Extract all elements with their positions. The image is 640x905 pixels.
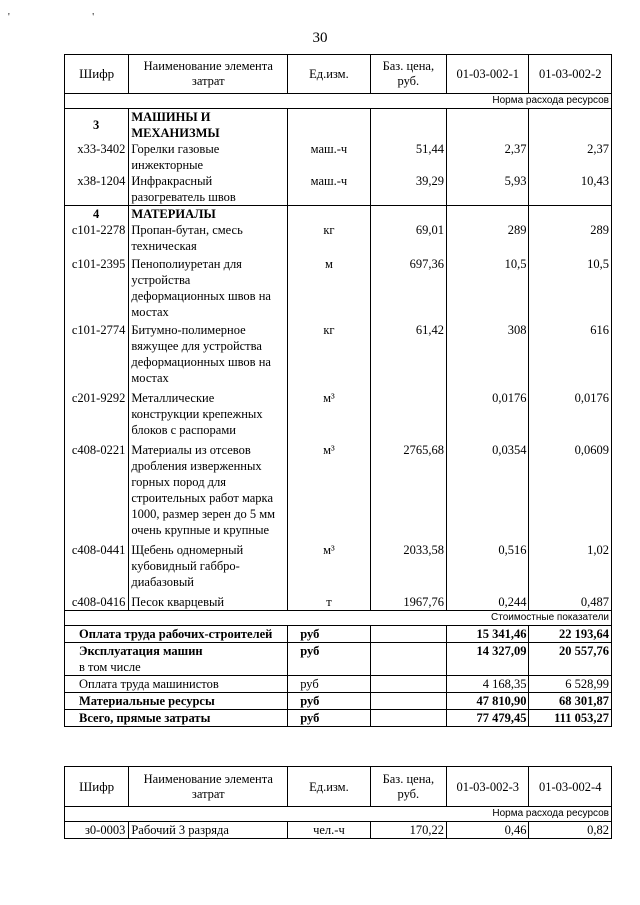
header-col2: 01-03-002-4 (529, 767, 612, 807)
table-row: х33-3402 Горелки газовые инжекторные маш.-ч 51,44 2,37 2,37 (65, 141, 612, 173)
totals-row: в том числе (65, 659, 612, 676)
table-row: с408-0441 Щебень одномерный кубовидный габбро-диабазовый м³ 2033,58 0,516 1,02 (65, 542, 612, 594)
header-col2: 01-03-002-2 (529, 55, 612, 94)
section-code: 4 (65, 206, 129, 223)
norm-label: Норма расхода ресурсов (65, 94, 612, 109)
table-row: с408-0221 Материалы из отсевов дробления изверженных горных пород для строительных работ марка 1000, размер зерен до 5 мм очень крупные и крупные м³ 2765,68 0,0354 0,0609 (65, 442, 612, 542)
table-row: с201-9292 Металлические конструкции крепежных блоков с распорами м³ 0,0176 0,0176 (65, 390, 612, 442)
table-row: с408-0416 Песок кварцевый т 1967,76 0,244 0,487 (65, 594, 612, 611)
header-col1: 01-03-002-3 (447, 767, 529, 807)
header-col1: 01-03-002-1 (447, 55, 529, 94)
header-name: Наименование элемента затрат (129, 55, 288, 94)
header-code: Шифр (65, 55, 129, 94)
cost-label: Стоимостные показатели (65, 611, 612, 626)
header-price: Баз. цена, руб. (370, 767, 446, 807)
page-number: 30 (312, 30, 328, 46)
header-unit: Ед.изм. (288, 767, 370, 807)
table-row: с101-2395 Пенополиуретан для устройства деформационных швов на мостах м 697,36 10,5 10,5 (65, 256, 612, 322)
section-title: МАТЕРИАЛЫ (129, 206, 288, 223)
resource-table-1 (64, 54, 612, 727)
table-row: с101-2278 Пропан-бутан, смесь техническая кг 69,01 289 289 (65, 222, 612, 256)
totals-row: Оплата труда машинистов руб 4 168,35 6 528,99 (65, 676, 612, 693)
table-row: х38-1204 Инфракрасный разогреватель швов маш.-ч 39,29 5,93 10,43 (65, 173, 612, 206)
totals-row: Всего, прямые затраты руб 77 479,45 111 053,27 (65, 710, 612, 727)
totals-row: Оплата труда рабочих-строителей руб 15 341,46 22 193,64 (65, 626, 612, 643)
header-code: Шифр (65, 767, 129, 807)
totals-row: Материальные ресурсы руб 47 810,90 68 301,87 (65, 693, 612, 710)
header-price: Баз. цена, руб. (370, 55, 446, 94)
norm-label: Норма расхода ресурсов (65, 807, 612, 822)
section-title: МАШИНЫ И МЕХАНИЗМЫ (129, 109, 288, 142)
scan-specks: ' ' (8, 12, 135, 23)
header-name: Наименование элемента затрат (129, 767, 288, 807)
table-row: з0-0003 Рабочий 3 разряда чел.-ч 170,22 0,46 0,82 (65, 822, 612, 839)
section-code: 3 (65, 109, 129, 142)
table-row: с101-2774 Битумно-полимерное вяжущее для устройства деформационных швов на мостах кг 61,42 308 616 (65, 322, 612, 390)
totals-row: Эксплуатация машин руб 14 327,09 20 557,76 (65, 643, 612, 660)
resource-table-2 (64, 766, 612, 839)
header-unit: Ед.изм. (288, 55, 370, 94)
